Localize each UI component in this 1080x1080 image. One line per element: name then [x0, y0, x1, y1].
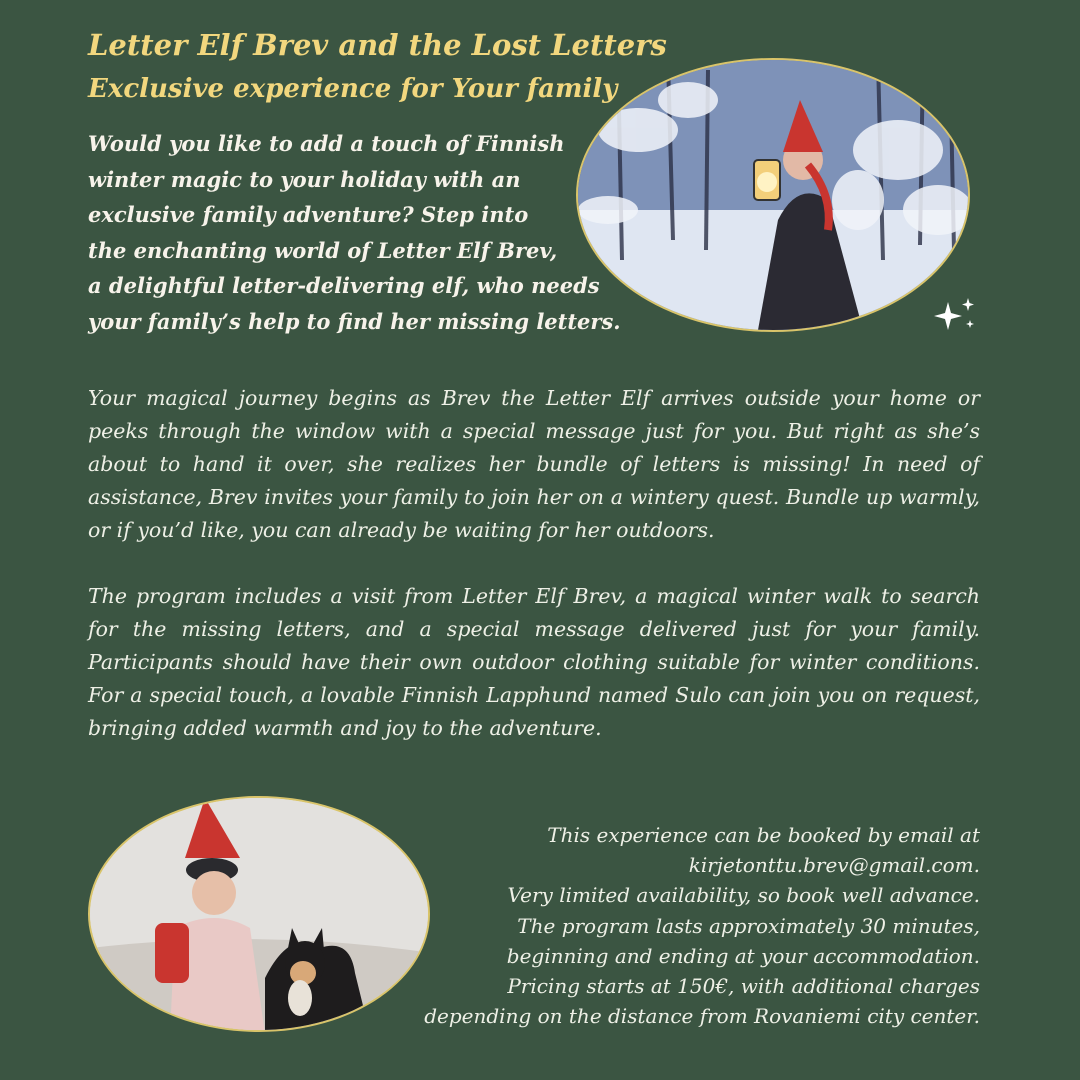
- elf-lantern-photo: [576, 58, 970, 332]
- intro-line: a delightful letter-delivering elf, who needs: [88, 273, 600, 298]
- booking-info: [420, 820, 980, 1031]
- intro-line: the enchanting world of Letter Elf Brev,: [88, 237, 558, 263]
- page-title: Letter Elf Brev and the Lost Letters: [88, 28, 667, 62]
- page-subtitle: Exclusive experience for Your family: [88, 74, 618, 104]
- intro-line: exclusive family adventure? Step into: [88, 202, 529, 227]
- intro-line: winter magic to your holiday with an: [88, 166, 521, 192]
- booking-email[interactable]: kirjetonttu.brev@gmail.com.: [688, 853, 980, 878]
- booking-line: depending on the distance from Rovaniemi city center.: [424, 1004, 980, 1029]
- sparkle-icon: [932, 296, 978, 334]
- intro-text: [88, 126, 621, 339]
- elf-dog-photo: [88, 796, 430, 1032]
- booking-line: Very limited availability, so book well advance.: [507, 883, 980, 908]
- booking-line: The program lasts approximately 30 minutes,: [517, 913, 980, 938]
- story-paragraph: Your magical journey begins as Brev the Letter Elf arrives outside your home or peeks through the window with a special message just for you. But right as she’s about to hand it over, she realizes her bundle of letters is missing! In need of assistance, Brev invites your family to join her on a wintery quest. Bundle up warmly, or if you’d like, you can already be waiting for her outdoors.: [88, 386, 980, 542]
- forest-scene-illustration: [578, 60, 970, 332]
- elf-dog-illustration: [90, 798, 430, 1032]
- booking-line: Pricing starts at 150€, with additional charges: [507, 974, 980, 999]
- intro-line: your family’s help to find her missing letters.: [88, 308, 621, 334]
- booking-line: beginning and ending at your accommodation.: [506, 943, 980, 968]
- program-paragraph: The program includes a visit from Letter Elf Brev, a magical winter walk to search for the missing letters, and a special message delivered just for your family. Participants should have their own outdoor clothing suitable for winter conditions. For a special touch, a lovable Finnish Lapphund named Sulo can join you on request, bringing added warmth and joy to the adventure.: [88, 584, 980, 740]
- booking-line: This experience can be booked by email at: [547, 823, 980, 847]
- intro-line: Would you like to add a touch of Finnish: [88, 131, 565, 156]
